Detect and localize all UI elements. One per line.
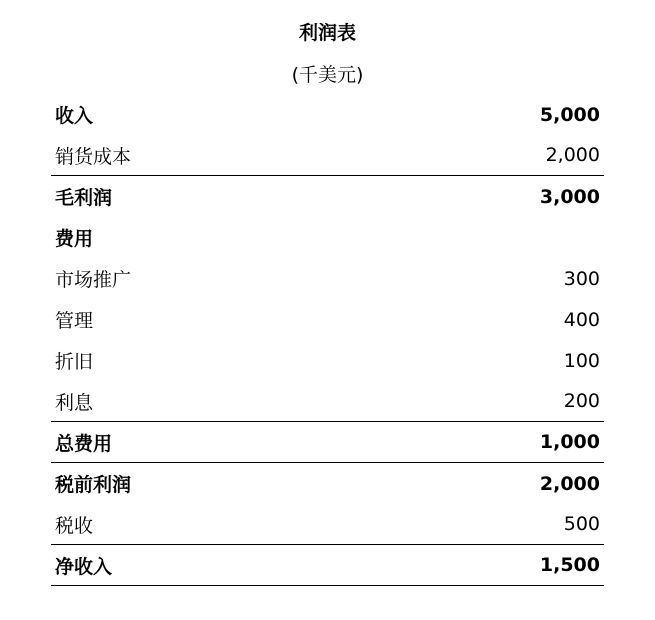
row-value: 300	[563, 267, 600, 290]
row-label: 净收入	[55, 555, 113, 578]
row-interest	[51, 381, 604, 422]
row-label: 管理	[55, 310, 94, 332]
row-net-income	[51, 545, 604, 586]
row-cost-of-goods-sold	[51, 135, 604, 176]
row-depreciation	[51, 340, 604, 381]
row-label: 毛利润	[55, 187, 113, 209]
row-label: 税收	[55, 514, 94, 537]
row-label: 费用	[55, 228, 94, 250]
row-value: 200	[563, 390, 600, 412]
row-value: 100	[563, 349, 600, 372]
row-marketing	[51, 258, 604, 299]
row-label: 税前利润	[55, 474, 132, 496]
row-label: 折旧	[55, 351, 94, 373]
row-total-expenses	[51, 422, 604, 463]
row-label: 销货成本	[55, 145, 132, 168]
row-expenses-heading	[51, 217, 604, 258]
row-revenue	[51, 94, 604, 135]
row-taxes	[51, 504, 604, 545]
statement-title: 利润表	[298, 22, 356, 44]
row-value: 1,500	[539, 554, 600, 576]
statement-subtitle: (千美元)	[291, 64, 364, 86]
row-value: 2,000	[545, 144, 600, 166]
row-label: 收入	[55, 105, 94, 127]
row-administration	[51, 299, 604, 340]
row-value: 1,000	[539, 431, 600, 453]
row-value: 2,000	[539, 472, 600, 495]
row-value: 5,000	[539, 103, 600, 126]
income-statement-table	[51, 94, 604, 586]
row-gross-profit	[51, 176, 604, 217]
row-value: 500	[563, 513, 600, 535]
row-label: 市场推广	[55, 269, 132, 291]
row-pretax-profit	[51, 463, 604, 504]
row-label: 利息	[55, 391, 94, 414]
row-value: 400	[563, 308, 600, 331]
row-value: 3,000	[539, 185, 600, 208]
row-label: 总费用	[55, 432, 113, 455]
